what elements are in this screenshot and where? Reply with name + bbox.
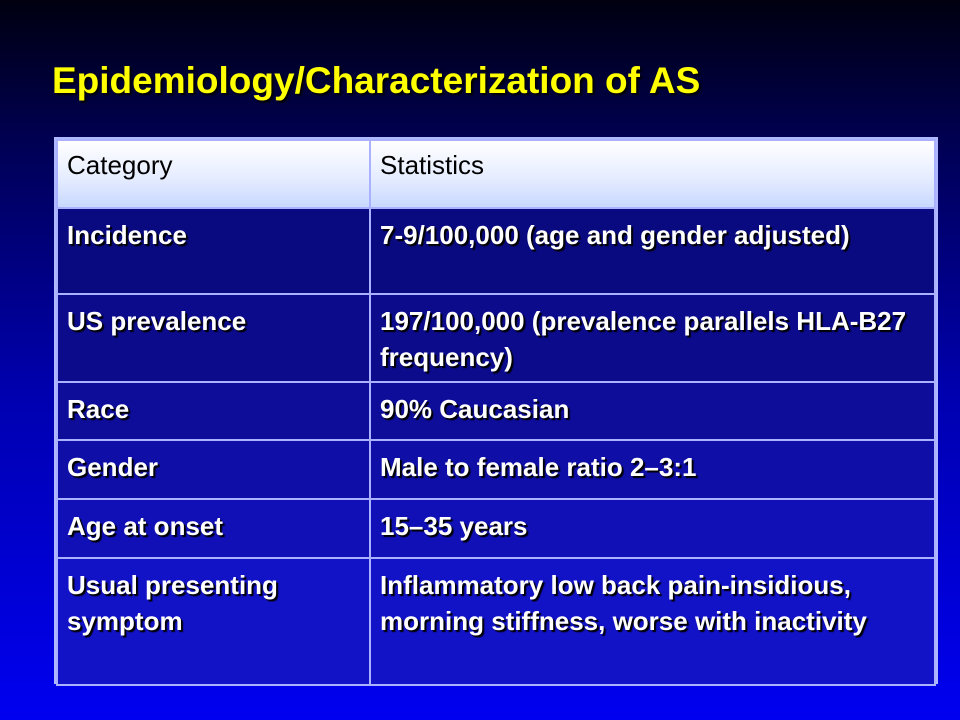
- statistics-cell: Inflammatory low back pain-insidious, morning stiffness, worse with inactivity: [370, 558, 935, 685]
- column-header-statistics: Statistics: [370, 140, 935, 208]
- table-row: [57, 208, 935, 294]
- category-cell: Age at onset: [57, 499, 370, 558]
- statistics-cell: 15–35 years: [370, 499, 935, 558]
- category-cell: Gender: [57, 440, 370, 499]
- category-cell: Race: [57, 382, 370, 440]
- table-row: [57, 294, 935, 382]
- category-cell: US prevalence: [57, 294, 370, 382]
- table-row: [57, 558, 935, 685]
- table-row: [57, 382, 935, 440]
- data-table: [56, 139, 936, 686]
- statistics-cell: 7-9/100,000 (age and gender adjusted): [370, 208, 935, 294]
- category-cell: Incidence: [57, 208, 370, 294]
- statistics-cell: Male to female ratio 2–3:1: [370, 440, 935, 499]
- statistics-cell: 90% Caucasian: [370, 382, 935, 440]
- epidemiology-table: [54, 137, 938, 684]
- category-cell: Usual presenting symptom: [57, 558, 370, 685]
- statistics-cell: 197/100,000 (prevalence parallels HLA-B27 frequency): [370, 294, 935, 382]
- table-row: [57, 499, 935, 558]
- table-header-row: [57, 140, 935, 208]
- column-header-category: Category: [57, 140, 370, 208]
- table-row: [57, 440, 935, 499]
- slide-title: Epidemiology/Characterization of AS: [52, 60, 701, 101]
